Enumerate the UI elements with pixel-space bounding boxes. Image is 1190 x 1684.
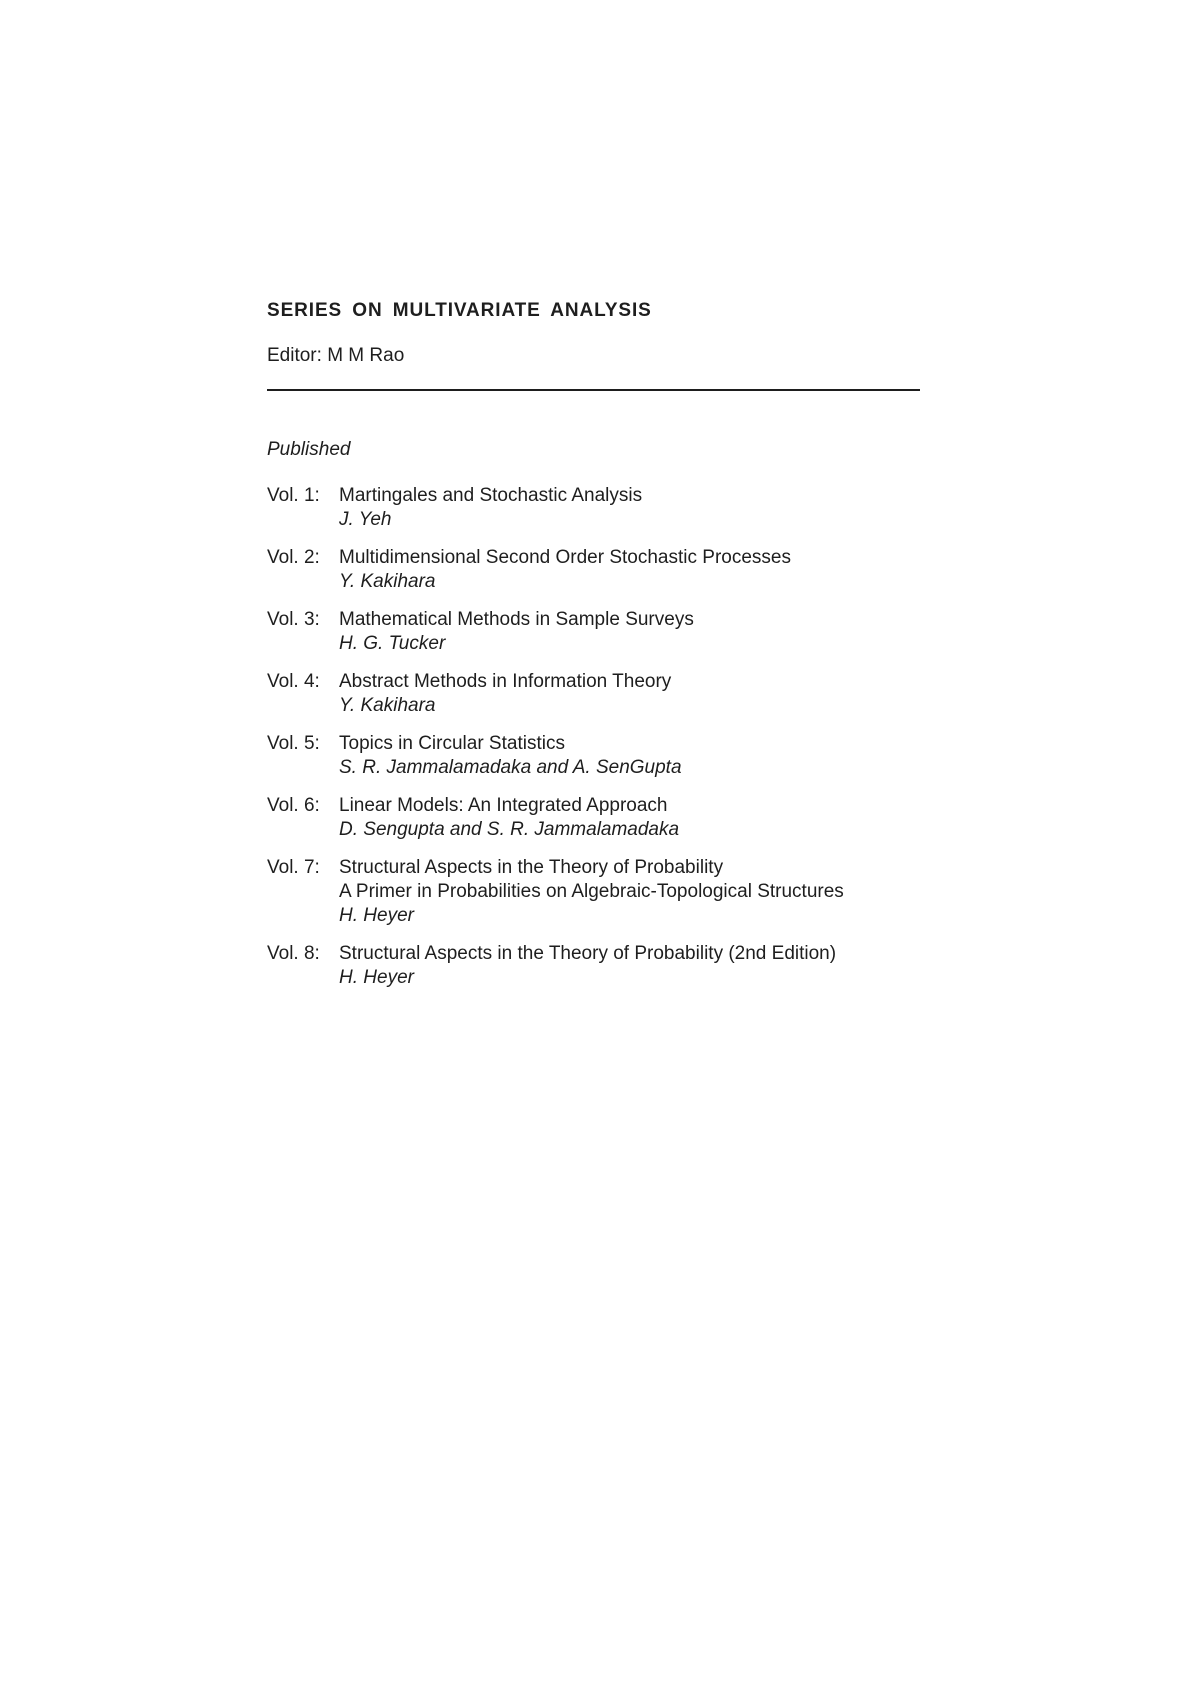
volume-author: S. R. Jammalamadaka and A. SenGupta	[339, 757, 682, 778]
volume-number: Vol. 8:	[267, 943, 320, 964]
published-heading: Published	[267, 439, 351, 460]
volume-entry	[267, 732, 920, 780]
volume-author: J. Yeh	[339, 509, 392, 530]
series-editor: Editor: M M Rao	[267, 345, 405, 366]
volume-author: D. Sengupta and S. R. Jammalamadaka	[339, 819, 680, 840]
series-title: SERIES ON MULTIVARIATE ANALYSIS	[267, 300, 652, 321]
volume-title: Structural Aspects in the Theory of Probability (2nd Edition)	[339, 943, 837, 964]
volume-title: A Primer in Probabilities on Algebraic-Topological Structures	[339, 881, 844, 902]
volume-author: Y. Kakihara	[339, 571, 436, 592]
volume-title: Mathematical Methods in Sample Surveys	[339, 609, 694, 630]
volume-author: H. Heyer	[339, 905, 414, 926]
volume-details	[339, 484, 920, 532]
volume-entry	[267, 484, 920, 532]
volume-title: Structural Aspects in the Theory of Probability	[339, 857, 724, 878]
volume-title: Abstract Methods in Information Theory	[339, 671, 672, 692]
volume-entry	[267, 670, 920, 718]
volume-title: Linear Models: An Integrated Approach	[339, 795, 668, 816]
volume-details	[339, 608, 920, 656]
volume-number: Vol. 3:	[267, 609, 320, 630]
volume-author: H. G. Tucker	[339, 633, 446, 654]
volume-entry	[267, 608, 920, 656]
volume-title: Martingales and Stochastic Analysis	[339, 485, 643, 506]
volume-entry	[267, 942, 920, 990]
volume-details	[339, 732, 920, 780]
volume-entry	[267, 546, 920, 594]
volume-details	[339, 546, 920, 594]
volume-number: Vol. 7:	[267, 857, 320, 878]
volume-entry	[267, 856, 920, 928]
volume-author: Y. Kakihara	[339, 695, 436, 716]
volume-entry	[267, 794, 920, 842]
volume-number: Vol. 5:	[267, 733, 320, 754]
volume-details	[339, 670, 920, 718]
volume-number: Vol. 2:	[267, 547, 320, 568]
volume-list	[267, 484, 920, 990]
series-page	[267, 298, 920, 1004]
volume-details	[339, 794, 920, 842]
volume-title: Multidimensional Second Order Stochastic Processes	[339, 547, 791, 568]
volume-number: Vol. 4:	[267, 671, 320, 692]
volume-author: H. Heyer	[339, 967, 414, 988]
volume-details	[339, 942, 920, 990]
volume-title: Topics in Circular Statistics	[339, 733, 565, 754]
volume-number: Vol. 1:	[267, 485, 320, 506]
volume-number: Vol. 6:	[267, 795, 320, 816]
header-divider	[267, 389, 920, 391]
volume-details	[339, 856, 920, 928]
